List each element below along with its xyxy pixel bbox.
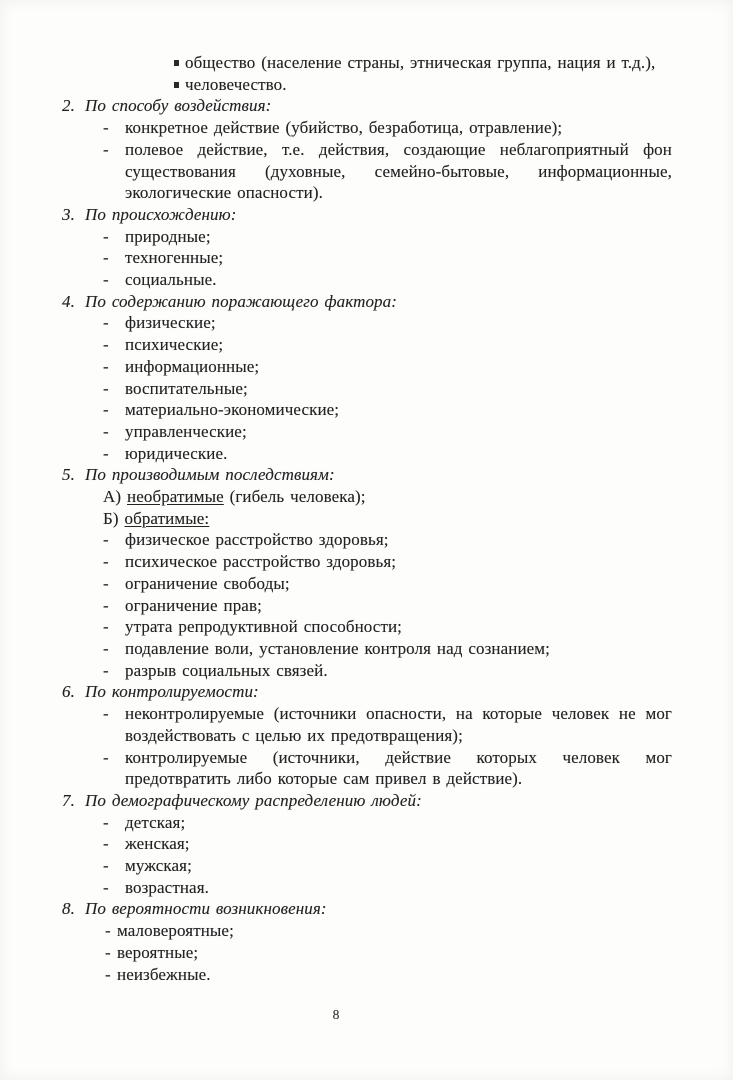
list-item-text: женская; — [125, 834, 190, 854]
dash-marker: - — [103, 595, 109, 615]
dash-marker: - — [103, 356, 109, 376]
list-item — [103, 833, 672, 855]
lettered-list-item — [103, 508, 672, 530]
list-item — [185, 74, 672, 96]
list-item — [103, 117, 672, 139]
list-item — [103, 399, 672, 421]
section-heading — [62, 790, 672, 812]
section-title: По происхождению: — [85, 204, 237, 224]
dash-marker: - — [103, 617, 109, 637]
underlined-term: необратимые — [127, 487, 224, 507]
list-item — [103, 660, 672, 682]
list-item — [103, 855, 672, 877]
dash-marker: - — [105, 942, 111, 962]
underlined-term: обратимые: — [124, 508, 210, 528]
list-item — [103, 638, 672, 660]
dash-marker: - — [103, 270, 109, 290]
list-item-text: психическое расстройство здоровья; — [125, 552, 397, 572]
list-item — [103, 312, 672, 334]
list-item-text: мужская; — [125, 856, 192, 876]
list-item — [103, 551, 672, 573]
dash-marker: - — [105, 964, 111, 984]
list-item — [105, 942, 672, 964]
list-item-text: человечество. — [185, 74, 287, 94]
square-bullet-icon — [174, 60, 179, 66]
dash-marker: - — [103, 313, 109, 333]
list-item — [105, 964, 672, 986]
section-number: 2. — [62, 96, 75, 116]
list-item-text: полевое действие, т.е. действия, создающие неблагоприятный фон существования (духовные, семейно-бытовые, информационные, экологические опасности). — [125, 139, 672, 203]
square-bullet-icon — [174, 82, 179, 88]
dash-marker: - — [103, 335, 109, 355]
dash-marker: - — [103, 552, 109, 572]
list-item-text: утрата репродуктивной способности; — [125, 617, 402, 637]
list-item — [105, 920, 672, 942]
list-item — [103, 529, 672, 551]
section-number: 8. — [62, 899, 75, 919]
list-item-text: подавление воли, установление контроля над сознанием; — [125, 638, 550, 658]
dash-marker: - — [103, 443, 109, 463]
list-item-text: разрыв социальных связей. — [125, 660, 328, 680]
list-item — [103, 573, 672, 595]
section-title: По контролируемости: — [85, 682, 259, 702]
list-item — [185, 52, 672, 74]
list-item — [103, 443, 672, 465]
dash-marker: - — [103, 139, 109, 159]
dash-marker: - — [103, 226, 109, 246]
dash-marker: - — [103, 118, 109, 138]
dash-marker: - — [103, 856, 109, 876]
list-item-text: физические; — [125, 313, 216, 333]
section-number: 4. — [62, 291, 75, 311]
section-title: По демографическому распределению людей: — [85, 790, 422, 810]
dash-marker: - — [103, 877, 109, 897]
list-item-text: неизбежные. — [117, 964, 211, 984]
list-item — [103, 812, 672, 834]
dash-marker: - — [103, 573, 109, 593]
section-heading — [62, 681, 672, 703]
dash-marker: - — [103, 704, 109, 724]
list-item-text: материально-экономические; — [125, 400, 340, 420]
letter-suffix: (гибель человека); — [223, 487, 366, 507]
dash-marker: - — [103, 834, 109, 854]
dash-marker: - — [103, 747, 109, 767]
list-item — [103, 356, 672, 378]
list-item-text: детская; — [125, 812, 186, 832]
dash-marker: - — [103, 638, 109, 658]
section-title: По вероятности возникновения: — [85, 899, 327, 919]
list-item-text: ограничение свободы; — [125, 573, 290, 593]
list-item-text: контролируемые (источники, действие которых человек мог предотвратить либо которые сам привел в действие). — [125, 747, 672, 789]
list-item — [103, 378, 672, 400]
section-title: По содержанию поражающего фактора: — [85, 291, 398, 311]
dash-marker: - — [103, 812, 109, 832]
dash-marker: - — [103, 378, 109, 398]
section-heading — [62, 291, 672, 313]
dash-marker: - — [103, 660, 109, 680]
dash-marker: - — [103, 530, 109, 550]
list-item — [103, 247, 672, 269]
list-item — [103, 269, 672, 291]
page-number: 8 — [332, 1007, 340, 1023]
dash-marker: - — [103, 248, 109, 268]
list-item — [103, 421, 672, 443]
section-title: По способу воздействия: — [85, 96, 272, 116]
list-item — [103, 139, 672, 204]
dash-marker: - — [103, 400, 109, 420]
list-item-text: ограничение прав; — [125, 595, 262, 615]
dash-marker: - — [105, 921, 111, 941]
list-item-text: неконтролируемые (источники опасности, на которые человек не мог воздействовать с целью их предотвращения); — [125, 704, 672, 745]
list-item — [103, 877, 672, 899]
letter-prefix: А) — [103, 487, 127, 507]
list-item-text: физическое расстройство здоровья; — [125, 530, 389, 550]
list-item-text: вероятные; — [117, 942, 199, 962]
section-heading — [62, 204, 672, 226]
list-item-text: воспитательные; — [125, 378, 248, 398]
dash-marker: - — [103, 421, 109, 441]
list-item — [103, 334, 672, 356]
list-item-text: юридические. — [125, 443, 228, 463]
section-heading — [62, 464, 672, 486]
list-item-text: общество (население страны, этническая группа, нация и т.д.), — [185, 53, 656, 72]
list-item-text: природные; — [125, 226, 211, 246]
list-item — [103, 747, 672, 790]
list-item-text: управленческие; — [125, 421, 247, 441]
list-item — [103, 703, 672, 746]
list-item-text: информационные; — [125, 356, 260, 376]
section-title: По производимым последствиям: — [85, 465, 335, 485]
section-heading — [62, 898, 672, 920]
list-item-text: техногенные; — [125, 248, 224, 268]
list-item — [103, 226, 672, 248]
section-number: 7. — [62, 790, 75, 810]
section-number: 3. — [62, 204, 75, 224]
list-item-text: социальные. — [125, 270, 217, 290]
list-item-text: психические; — [125, 335, 224, 355]
lettered-list-item — [103, 486, 672, 508]
section-heading — [62, 95, 672, 117]
letter-prefix: Б) — [103, 508, 125, 528]
section-number: 5. — [62, 465, 75, 485]
list-item — [103, 616, 672, 638]
section-number: 6. — [62, 682, 75, 702]
list-item-text: маловероятные; — [117, 921, 234, 941]
list-item — [103, 595, 672, 617]
list-item-text: возрастная. — [125, 877, 209, 897]
list-item-text: конкретное действие (убийство, безработица, отравление); — [125, 118, 563, 138]
